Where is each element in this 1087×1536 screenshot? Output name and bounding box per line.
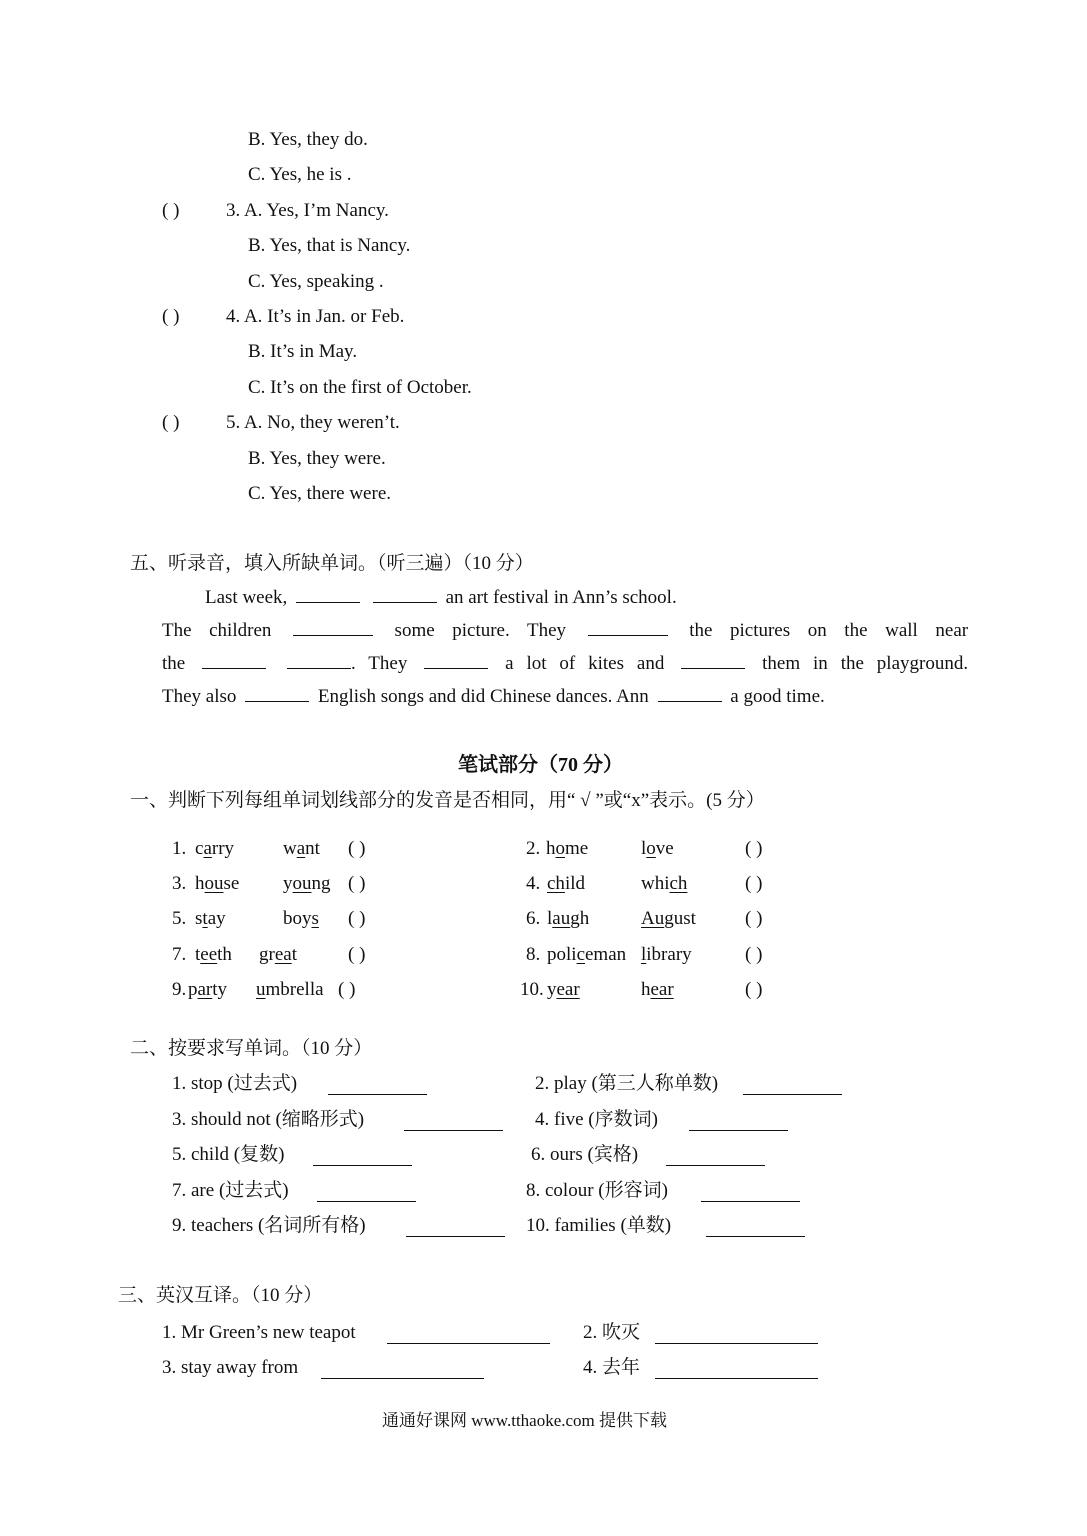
blank[interactable] [296, 584, 360, 603]
word-part: l [547, 908, 553, 929]
answer-paren[interactable]: ( ) [745, 873, 763, 894]
written-part-title: 笔试部分（70 分） [458, 754, 623, 776]
underlined-letters: o [555, 838, 565, 859]
part3-title: 三、英汉互译。（10 分） [118, 1285, 323, 1306]
word [641, 837, 674, 861]
word-part: se [223, 873, 240, 894]
word [283, 837, 320, 861]
word [256, 978, 324, 1002]
answer-blank[interactable] [387, 1343, 550, 1344]
word-part: me [565, 838, 589, 859]
answer-blank[interactable] [317, 1201, 416, 1202]
word-part: eman [585, 944, 627, 965]
underlined-letters: ou [292, 873, 312, 894]
word-form-item: 10. families (单数) [526, 1215, 672, 1236]
answer-paren-3[interactable]: ( ) [162, 200, 180, 221]
word-part: t [195, 944, 201, 965]
word-part: s [195, 908, 203, 929]
answer-blank[interactable] [404, 1130, 503, 1131]
word-form-item: 1. stop (过去式) [172, 1073, 298, 1094]
word-form-item: 2. play (第三人称单数) [535, 1073, 719, 1094]
answer-paren[interactable]: ( ) [745, 944, 763, 965]
underlined-letters: l [641, 944, 647, 965]
underlined-letters: u [256, 979, 266, 1000]
answer-blank[interactable] [655, 1343, 818, 1344]
option-5a: 5. A. No, they weren’t. [226, 412, 400, 433]
word-part: h [641, 979, 651, 1000]
option-4a: 4. A. It’s in Jan. or Feb. [226, 306, 405, 327]
word-part: mbrella [265, 979, 324, 1000]
word-part: th [217, 944, 232, 965]
underlined-letters: ee [200, 944, 218, 965]
word [546, 837, 588, 861]
underlined-letters: a [296, 838, 306, 859]
item-number: 2. [526, 838, 541, 859]
word-part: ty [212, 979, 228, 1000]
answer-blank[interactable] [689, 1130, 788, 1131]
underlined-letters: ou [204, 873, 224, 894]
passage-line-4: They also English songs and did Chinese dances. Ann a good time. [162, 683, 825, 709]
answer-blank[interactable] [655, 1378, 818, 1379]
word-part: p [188, 979, 198, 1000]
word-part: y [283, 873, 293, 894]
underlined-letters: au [552, 908, 571, 929]
answer-paren-4[interactable]: ( ) [162, 306, 180, 327]
option-3c: C. Yes, speaking . [248, 271, 384, 292]
item-number: 4. [526, 873, 541, 894]
underlined-letters: c [576, 944, 585, 965]
blank[interactable] [373, 584, 437, 603]
answer-paren[interactable]: ( ) [745, 908, 763, 929]
word-part: ibrary [646, 944, 692, 965]
answer-paren[interactable]: ( ) [348, 908, 366, 929]
answer-blank[interactable] [406, 1236, 505, 1237]
word [188, 978, 227, 1002]
word-form-item: 4. five (序数词) [535, 1109, 658, 1130]
answer-paren[interactable]: ( ) [745, 979, 763, 1000]
answer-paren[interactable]: ( ) [348, 838, 366, 859]
word-part: ve [655, 838, 674, 859]
underlined-letters: s [311, 908, 319, 929]
underlined-letters: ch [669, 873, 688, 894]
word-form-item: 6. ours (宾格) [531, 1144, 639, 1165]
word-part: whi [641, 873, 670, 894]
underlined-letters: o [646, 838, 656, 859]
word [195, 872, 239, 896]
blank[interactable] [287, 650, 351, 669]
translation-item: 1. Mr Green’s new teapot [162, 1322, 356, 1343]
answer-paren[interactable]: ( ) [338, 979, 356, 1000]
item-number: 7. [172, 944, 187, 965]
word-part: gust [664, 908, 696, 929]
word [641, 978, 674, 1002]
word-part: gr [259, 944, 275, 965]
word-part: c [195, 838, 204, 859]
word-part: w [283, 838, 297, 859]
answer-blank[interactable] [743, 1094, 842, 1095]
passage-line-2: The children some picture. They the pictures on the wall near [162, 617, 968, 643]
blank[interactable] [293, 617, 373, 636]
word-part: ng [311, 873, 331, 894]
word-part: l [641, 838, 647, 859]
word [283, 907, 319, 931]
blank[interactable] [658, 683, 722, 702]
word-part: gh [570, 908, 590, 929]
word-part: boy [283, 908, 312, 929]
underlined-letters: ear [556, 979, 580, 1000]
answer-paren[interactable]: ( ) [348, 873, 366, 894]
answer-blank[interactable] [321, 1378, 484, 1379]
word-part: t [291, 944, 297, 965]
answer-blank[interactable] [666, 1165, 765, 1166]
word [547, 872, 585, 896]
underlined-letters: a [203, 838, 212, 859]
underlined-letters: Au [641, 908, 665, 929]
blank[interactable] [202, 650, 266, 669]
option-2c: C. Yes, he is . [248, 164, 352, 185]
word-part: rry [211, 838, 235, 859]
word-part: y [547, 979, 557, 1000]
word-form-item: 8. colour (形容词) [526, 1180, 668, 1201]
page-footer: 通通好课网 www.tthaoke.com 提供下载 [382, 1411, 668, 1430]
answer-paren[interactable]: ( ) [745, 838, 763, 859]
blank[interactable] [681, 650, 745, 669]
answer-blank[interactable] [706, 1236, 805, 1237]
option-5c: C. Yes, there were. [248, 483, 392, 504]
option-3b: B. Yes, that is Nancy. [248, 235, 411, 256]
item-number: 3. [172, 873, 187, 894]
option-4c: C. It’s on the first of October. [248, 377, 472, 398]
word-part: h [546, 838, 556, 859]
underlined-letters: t [202, 908, 208, 929]
item-number: 9. [172, 979, 187, 1000]
word-form-item: 5. child (复数) [172, 1144, 285, 1165]
passage-line-3: the . They a lot of kites and them in the playground. [162, 650, 968, 676]
word-part: ay [207, 908, 226, 929]
item-number: 1. [172, 838, 187, 859]
item-number: 10. [520, 979, 544, 1000]
word-part: poli [547, 944, 577, 965]
word [195, 943, 232, 967]
answer-blank[interactable] [328, 1094, 427, 1095]
answer-paren-5[interactable]: ( ) [162, 412, 180, 433]
section5-title: 五、听录音，填入所缺单词。（听三遍）（10 分） [130, 553, 534, 574]
translation-item: 4. 去年 [583, 1357, 641, 1378]
part1-title: 一、判断下列每组单词划线部分的发音是否相同，用“ √ ”或“x”表示。(5 分） [130, 790, 765, 811]
word-form-item: 7. are (过去式) [172, 1180, 289, 1201]
blank[interactable] [245, 683, 309, 702]
item-number: 6. [526, 908, 541, 929]
word [641, 943, 692, 967]
item-number: 5. [172, 908, 187, 929]
translation-item: 2. 吹灭 [583, 1322, 641, 1343]
word [195, 907, 226, 931]
word [547, 943, 626, 967]
part2-title: 二、按要求写单词。（10 分） [130, 1038, 373, 1059]
word-part: h [195, 873, 205, 894]
word [641, 872, 687, 896]
option-3a: 3. A. Yes, I’m Nancy. [226, 200, 389, 221]
word [547, 907, 589, 931]
answer-paren[interactable]: ( ) [348, 944, 366, 965]
option-4b: B. It’s in May. [248, 341, 358, 362]
blank[interactable] [424, 650, 488, 669]
word-part: nt [305, 838, 320, 859]
answer-blank[interactable] [701, 1201, 800, 1202]
word [547, 978, 580, 1002]
option-5b: B. Yes, they were. [248, 448, 386, 469]
underlined-letters: ear [650, 979, 674, 1000]
blank[interactable] [588, 617, 668, 636]
passage-line-1: Last week, an art festival in Ann’s school. [205, 584, 677, 610]
underlined-letters: ar [197, 979, 213, 1000]
word [259, 943, 297, 967]
word [195, 837, 234, 861]
option-2b: B. Yes, they do. [248, 129, 368, 150]
word [641, 907, 696, 931]
underlined-letters: ea [274, 944, 292, 965]
answer-blank[interactable] [313, 1165, 412, 1166]
word-form-item: 9. teachers (名词所有格) [172, 1215, 366, 1236]
word-form-item: 3. should not (缩略形式) [172, 1109, 365, 1130]
word-part: ild [564, 873, 585, 894]
translation-item: 3. stay away from [162, 1357, 299, 1378]
item-number: 8. [526, 944, 541, 965]
word [283, 872, 331, 896]
underlined-letters: ch [547, 873, 565, 894]
